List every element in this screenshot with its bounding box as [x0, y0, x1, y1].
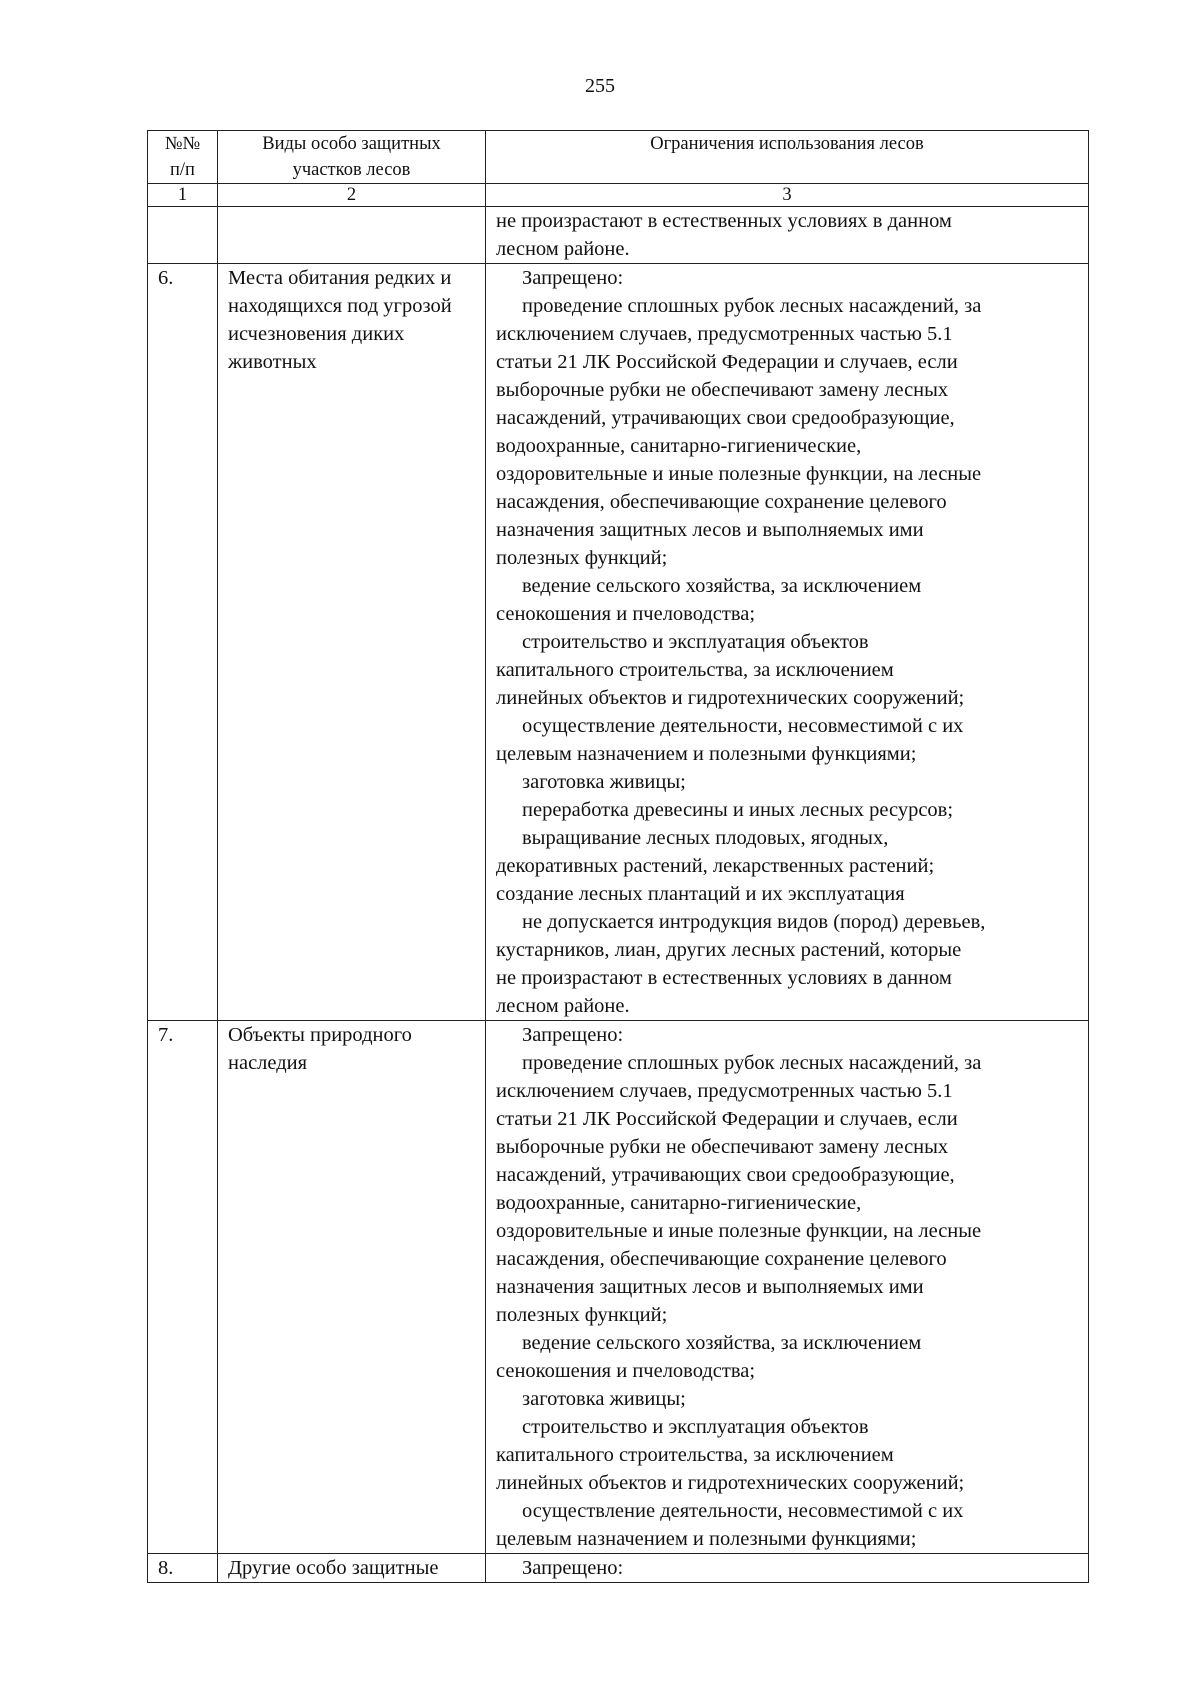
table-row	[148, 207, 1089, 264]
restriction-line: исключением случаев, предусмотренных частью 5.1	[496, 1080, 953, 1102]
restriction-line: полезных функций;	[496, 1304, 668, 1326]
restriction-line: не допускается интродукция видов (пород) деревьев,	[522, 911, 986, 933]
protected-area-kind: Места обитания редких и находящихся под угрозой исчезновения диких животных	[218, 264, 486, 1021]
restriction-line: капитального строительства, за исключением	[496, 1444, 894, 1466]
restriction-line: водоохранные, санитарно-гигиенические,	[496, 435, 862, 457]
row-number: 8.	[148, 1554, 218, 1583]
column-number: 2	[218, 184, 486, 207]
restriction-line: лесном районе.	[496, 995, 630, 1017]
restriction-line: назначения защитных лесов и выполняемых ими	[496, 519, 924, 541]
restriction-line: капитального строительства, за исключением	[496, 659, 894, 681]
restriction-line: оздоровительные и иные полезные функции, на лесные	[496, 1220, 982, 1242]
protected-area-kind: Объекты природного наследия	[218, 1021, 486, 1554]
header-kind: Виды особо защитных участков лесов	[218, 131, 486, 184]
column-number: 3	[486, 184, 1089, 207]
restriction-line: выборочные рубки не обеспечивают замену лесных	[496, 1136, 949, 1158]
restriction-line: не произрастают в естественных условиях в данном	[496, 967, 952, 989]
table-row	[148, 1021, 1089, 1554]
restriction-line: статьи 21 ЛК Российской Федерации и случаев, если	[496, 1108, 958, 1130]
restrictions-cell	[486, 1021, 1089, 1554]
restriction-line: насаждений, утрачивающих свои средообразующие,	[496, 407, 955, 429]
header-number: №№ п/п	[148, 131, 218, 184]
restriction-line: ведение сельского хозяйства, за исключением	[522, 1332, 922, 1354]
restriction-line: проведение сплошных рубок лесных насаждений, за	[522, 295, 982, 317]
restriction-line: переработка древесины и иных лесных ресурсов;	[522, 799, 954, 821]
restriction-line: полезных функций;	[496, 547, 668, 569]
restriction-line: исключением случаев, предусмотренных частью 5.1	[496, 323, 953, 345]
protected-area-kind: Другие особо защитные	[218, 1554, 486, 1583]
table-header-row	[148, 131, 1089, 184]
restriction-line: Запрещено:	[522, 1557, 624, 1579]
restriction-line: проведение сплошных рубок лесных насаждений, за	[522, 1052, 982, 1074]
restriction-line: линейных объектов и гидротехнических сооружений;	[496, 1472, 965, 1494]
restriction-line: декоративных растений, лекарственных растений;	[496, 855, 935, 877]
restriction-line: осуществление деятельности, несовместимой с их	[522, 1500, 964, 1522]
restriction-line: насаждения, обеспечивающие сохранение целевого	[496, 491, 947, 513]
restriction-line: кустарников, лиан, других лесных растений, которые	[496, 939, 962, 961]
page-number: 255	[585, 75, 615, 97]
restriction-line: Запрещено:	[522, 1024, 624, 1046]
restriction-line: лесном районе.	[496, 238, 630, 260]
restriction-line: не произрастают в естественных условиях в данном	[496, 210, 952, 232]
column-number: 1	[148, 184, 218, 207]
restriction-line: строительство и эксплуатация объектов	[522, 631, 869, 653]
restriction-line: строительство и эксплуатация объектов	[522, 1416, 869, 1438]
restriction-line: ведение сельского хозяйства, за исключением	[522, 575, 922, 597]
restriction-line: целевым назначением и полезными функциями;	[496, 743, 917, 765]
header-restrictions: Ограничения использования лесов	[486, 131, 1089, 184]
restriction-line: Запрещено:	[522, 267, 624, 289]
restriction-line: назначения защитных лесов и выполняемых ими	[496, 1276, 924, 1298]
restrictions-table	[147, 130, 1089, 1583]
column-number-row	[148, 184, 1089, 207]
restriction-line: линейных объектов и гидротехнических сооружений;	[496, 687, 965, 709]
table-row	[148, 1554, 1089, 1583]
row-number: 6.	[148, 264, 218, 1021]
restriction-line: статьи 21 ЛК Российской Федерации и случаев, если	[496, 351, 958, 373]
protected-area-kind	[218, 207, 486, 264]
restriction-line: водоохранные, санитарно-гигиенические,	[496, 1192, 862, 1214]
restrictions-cell	[486, 207, 1089, 264]
restrictions-cell	[486, 264, 1089, 1021]
table-row	[148, 264, 1089, 1021]
restrictions-cell	[486, 1554, 1089, 1583]
restriction-line: осуществление деятельности, несовместимой с их	[522, 715, 964, 737]
restriction-line: насаждений, утрачивающих свои средообразующие,	[496, 1164, 955, 1186]
restriction-line: целевым назначением и полезными функциями;	[496, 1528, 917, 1550]
row-number	[148, 207, 218, 264]
restriction-line: заготовка живицы;	[522, 1388, 686, 1410]
restriction-line: сенокошения и пчеловодства;	[496, 603, 756, 625]
restriction-line: выборочные рубки не обеспечивают замену лесных	[496, 379, 949, 401]
restriction-line: выращивание лесных плодовых, ягодных,	[522, 827, 889, 849]
restriction-line: оздоровительные и иные полезные функции, на лесные	[496, 463, 982, 485]
restriction-line: создание лесных плантаций и их эксплуатация	[496, 883, 905, 905]
row-number: 7.	[148, 1021, 218, 1554]
restriction-line: насаждения, обеспечивающие сохранение целевого	[496, 1248, 947, 1270]
restriction-line: заготовка живицы;	[522, 771, 686, 793]
table-body	[148, 207, 1089, 1583]
restriction-line: сенокошения и пчеловодства;	[496, 1360, 756, 1382]
